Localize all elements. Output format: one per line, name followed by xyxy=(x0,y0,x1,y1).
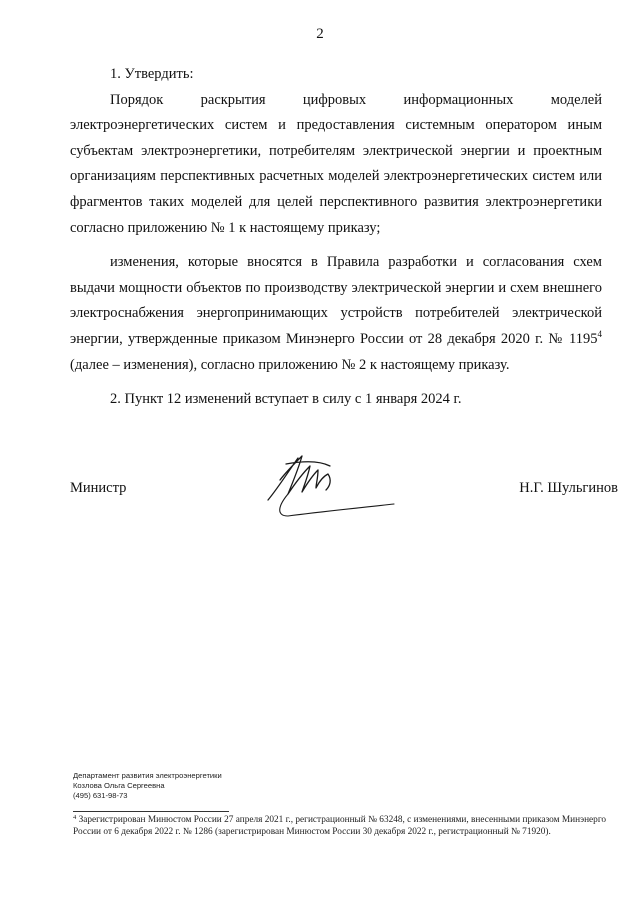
item-2: 2. Пункт 12 изменений вступает в силу с 1 января 2024 г. xyxy=(110,391,462,408)
paragraph-amendments-text: изменения, которые вносятся в Правила разработки и согласования схем выдачи мощности объектов по производству электрической энергии и схем внешнего электроснабжения энергопринимающих устройств потребителей электрической энергии, утвержденные приказом Минэнерго России от 28 декабря 2020 г. № 1195 xyxy=(70,254,602,347)
footnote-divider xyxy=(73,811,229,812)
footnote-number: 4 xyxy=(73,814,77,821)
order-body xyxy=(70,62,602,413)
executor-info xyxy=(73,771,222,802)
item-1-heading: 1. Утвердить: xyxy=(110,66,194,82)
paragraph-disclosure-procedure: Порядок раскрытия цифровых информационных моделей электроэнергетических систем и предоставления системным оператором иным субъектам электроэнергетики, потребителям электрической энергии и проектным организациям перспективных расчетных моделей электроэнергетических систем или фрагментов таких моделей для целей перспективного развития электроэнергетики согласно приложению № 1 к настоящему приказу; xyxy=(70,91,602,236)
footnote-reference: 4 xyxy=(597,328,602,339)
paragraph-amendments xyxy=(70,250,602,378)
signatory-name: Н.Г. Шульгинов xyxy=(519,480,618,496)
department-name: Департамент развития электроэнергетики xyxy=(73,771,222,780)
page-number: 2 xyxy=(316,26,324,42)
contact-person: Козлова Ольга Сергеевна xyxy=(73,781,165,791)
footnote xyxy=(73,814,608,839)
handwritten-signature xyxy=(258,450,398,522)
signatory-title: Министр xyxy=(70,480,127,496)
paragraph-amendments-text-end: (далее – изменения), согласно приложению № 2 к настоящему приказу. xyxy=(70,356,510,373)
signature-block xyxy=(70,478,618,538)
contact-phone: (495) 631-98-73 xyxy=(73,791,128,801)
footnote-text: Зарегистрирован Минюстом России 27 апреля 2021 г., регистрационный № 63248, с изменениями, внесенными приказом Минэнерго России от 6 декабря 2022 г. № 1286 (зарегистрирован Минюстом России 30 декабря 2022 г., регистрационный № 71920). xyxy=(73,815,607,838)
